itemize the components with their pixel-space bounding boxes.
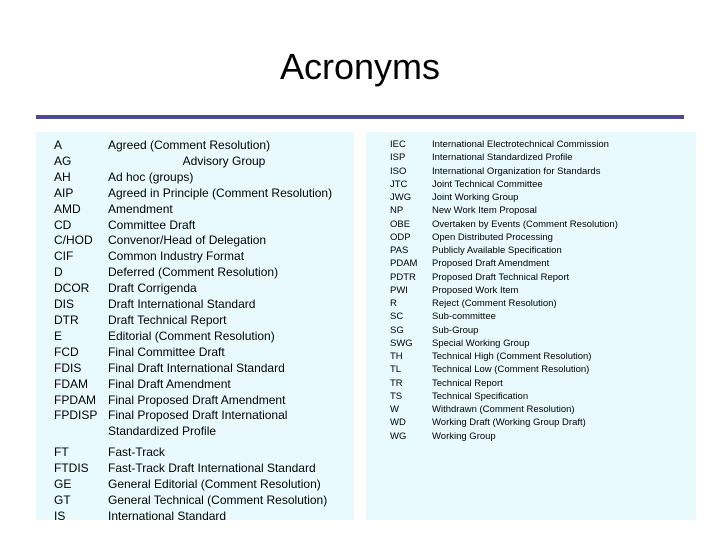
acronym-abbr: JWG	[390, 192, 412, 203]
acronym-row	[390, 416, 682, 429]
acronym-row	[54, 313, 340, 329]
acronym-row	[54, 461, 340, 477]
acronym-abbr: DTR	[54, 312, 79, 327]
acronym-abbr: FDIS	[54, 360, 82, 375]
acronym-abbr: PWI	[390, 284, 408, 296]
acronym-row	[390, 363, 682, 376]
acronym-abbr: W	[390, 404, 399, 415]
acronym-definition: Technical High (Comment Resolution)	[432, 351, 592, 362]
acronym-row	[390, 138, 682, 151]
acronym-definition: Amendment	[108, 201, 173, 216]
acronym-abbr: TR	[390, 377, 403, 389]
acronym-definition: Draft International Standard	[108, 297, 256, 312]
acronym-definition: Fast-Track Draft International Standard	[108, 461, 316, 476]
title-underline	[36, 115, 684, 119]
page-title: Acronyms	[279, 46, 441, 87]
acronym-abbr: AIP	[54, 185, 74, 200]
acronym-abbr: SC	[390, 311, 404, 323]
acronym-row	[54, 509, 340, 525]
acronym-row	[390, 377, 682, 390]
acronym-abbr: FPDAM	[54, 392, 96, 407]
acronym-definition: Sub-Group	[432, 324, 479, 336]
acronym-definition: Final Proposed Draft International Standardized Profile	[108, 408, 288, 439]
acronym-abbr: SWG	[390, 337, 413, 349]
acronym-row	[390, 204, 682, 217]
acronym-definition: Withdrawn (Comment Resolution)	[432, 404, 575, 415]
acronym-row	[390, 271, 682, 284]
acronym-abbr: AMD	[54, 201, 81, 216]
acronym-definition: General Editorial (Comment Resolution)	[108, 477, 321, 492]
acronym-definition: Joint Working Group	[432, 192, 519, 203]
acronym-row	[54, 345, 340, 361]
acronym-abbr: IEC	[390, 139, 406, 150]
acronym-definition: Proposed Work Item	[432, 284, 519, 296]
acronym-abbr: WG	[390, 430, 407, 442]
acronym-row	[390, 284, 682, 297]
acronym-row	[54, 218, 340, 234]
acronym-definition: General Technical (Comment Resolution)	[108, 492, 328, 507]
acronym-definition: International Standardized Profile	[432, 152, 573, 164]
acronym-abbr: DIS	[54, 297, 75, 312]
acronym-panel-right	[366, 132, 696, 520]
acronym-abbr: SG	[390, 324, 404, 336]
acronym-definition: Agreed in Principle (Comment Resolution)	[108, 185, 333, 200]
acronym-panel-left	[36, 132, 354, 523]
acronym-table-left	[54, 138, 340, 525]
acronym-definition: Final Draft International Standard	[108, 360, 285, 375]
acronym-row	[54, 329, 340, 345]
acronym-row	[390, 244, 682, 257]
acronym-definition: Proposed Draft Amendment	[432, 258, 550, 270]
acronym-definition: New Work Item Proposal	[432, 205, 537, 217]
acronym-definition: Open Distributed Processing	[432, 231, 553, 243]
acronym-row	[54, 170, 340, 186]
acronym-row	[54, 361, 340, 377]
acronym-definition: Sub-committee	[432, 311, 496, 323]
acronym-abbr: TS	[390, 390, 403, 402]
acronym-definition: Common Industry Format	[108, 249, 245, 264]
acronym-row	[54, 493, 340, 509]
acronym-abbr: D	[54, 265, 63, 280]
acronym-abbr: IS	[54, 508, 66, 523]
acronym-row	[54, 297, 340, 313]
acronym-definition: Proposed Draft Technical Report	[432, 271, 570, 283]
acronym-abbr: ODP	[390, 231, 411, 243]
acronym-row	[390, 430, 682, 443]
acronym-definition: Final Committee Draft	[108, 344, 225, 359]
acronym-definition: Ad hoc (groups)	[108, 169, 194, 184]
acronym-abbr: A	[54, 138, 63, 152]
acronym-definition: Technical Specification	[432, 390, 529, 402]
acronym-row	[390, 191, 682, 204]
acronym-row	[390, 337, 682, 350]
acronym-row	[390, 390, 682, 403]
acronym-row	[54, 249, 340, 265]
acronym-definition: Overtaken by Events (Comment Resolution)	[432, 218, 618, 230]
acronym-definition: International Electrotechnical Commission	[432, 139, 609, 150]
acronym-row	[54, 377, 340, 393]
acronym-abbr: AG	[54, 153, 72, 168]
acronym-row	[54, 393, 340, 409]
acronym-row	[54, 233, 340, 249]
acronym-definition: Editorial (Comment Resolution)	[108, 328, 275, 343]
acronym-definition: Committee Draft	[108, 217, 196, 232]
acronym-abbr: FT	[54, 445, 69, 460]
acronym-definition: Reject (Comment Resolution)	[432, 298, 557, 309]
acronym-definition: Deferred (Comment Resolution)	[108, 265, 279, 280]
acronym-definition: Draft Corrigenda	[108, 281, 197, 296]
acronym-row	[390, 165, 682, 178]
acronym-row	[390, 178, 682, 191]
acronym-abbr: GE	[54, 477, 72, 492]
acronym-abbr: FDAM	[54, 376, 88, 391]
acronym-abbr: WD	[390, 417, 406, 429]
acronym-abbr: C/HOD	[54, 233, 93, 248]
acronym-abbr: OBE	[390, 218, 411, 230]
acronym-row	[54, 186, 340, 202]
acronym-abbr: R	[390, 298, 397, 309]
acronym-row	[390, 257, 682, 270]
acronym-abbr: PDAM	[390, 258, 418, 270]
acronym-row	[54, 440, 340, 461]
acronym-abbr: CD	[54, 217, 72, 232]
acronym-abbr: JTC	[390, 178, 408, 190]
acronym-abbr: ISP	[390, 152, 406, 164]
acronym-abbr: GT	[54, 492, 71, 507]
acronym-definition: Working Draft (Working Group Draft)	[432, 417, 586, 429]
acronym-row	[54, 138, 340, 154]
acronym-definition: Draft Technical Report	[108, 312, 227, 327]
acronym-row	[54, 265, 340, 281]
acronym-abbr: FTDIS	[54, 461, 89, 476]
acronym-row	[54, 281, 340, 297]
acronym-definition: Final Draft Amendment	[108, 376, 231, 391]
acronym-definition: Advisory Group	[182, 153, 266, 168]
acronym-abbr: DCOR	[54, 281, 90, 296]
acronym-definition: International Organization for Standards	[432, 165, 601, 177]
acronym-table-right	[390, 138, 682, 443]
acronym-definition: Publicly Available Specification	[432, 245, 562, 256]
acronym-abbr: FPDISP	[54, 408, 98, 423]
acronym-abbr: TL	[390, 364, 402, 376]
acronym-definition: Special Working Group	[432, 337, 530, 349]
acronym-abbr: FCD	[54, 344, 79, 359]
acronym-row	[390, 151, 682, 164]
acronym-definition: Working Group	[432, 430, 496, 442]
acronym-abbr: PAS	[390, 245, 409, 256]
acronym-row	[390, 218, 682, 231]
acronym-definition: Technical Low (Comment Resolution)	[432, 364, 590, 376]
acronym-row	[390, 310, 682, 323]
acronym-row	[54, 202, 340, 218]
acronym-definition: Joint Technical Committee	[432, 178, 543, 190]
acronym-abbr: AH	[54, 169, 71, 184]
acronym-abbr: NP	[390, 205, 404, 217]
acronym-abbr: ISO	[390, 165, 407, 177]
acronym-row	[390, 231, 682, 244]
acronym-row	[54, 408, 340, 440]
acronym-abbr: TH	[390, 351, 403, 362]
acronym-row	[54, 154, 340, 170]
acronym-definition: Agreed (Comment Resolution)	[108, 138, 271, 152]
acronym-definition: Final Proposed Draft Amendment	[108, 392, 286, 407]
acronym-abbr: PDTR	[390, 271, 416, 283]
acronym-row	[390, 297, 682, 310]
acronym-definition: Technical Report	[432, 377, 503, 389]
acronym-row	[390, 403, 682, 416]
acronym-abbr: E	[54, 328, 63, 343]
acronym-row	[54, 477, 340, 493]
acronym-row	[390, 324, 682, 337]
acronym-abbr: CIF	[54, 249, 74, 264]
acronym-definition: International Standard	[108, 508, 227, 523]
acronym-row	[390, 350, 682, 363]
acronym-definition: Convenor/Head of Delegation	[108, 233, 267, 248]
acronym-definition: Fast-Track	[108, 445, 165, 460]
